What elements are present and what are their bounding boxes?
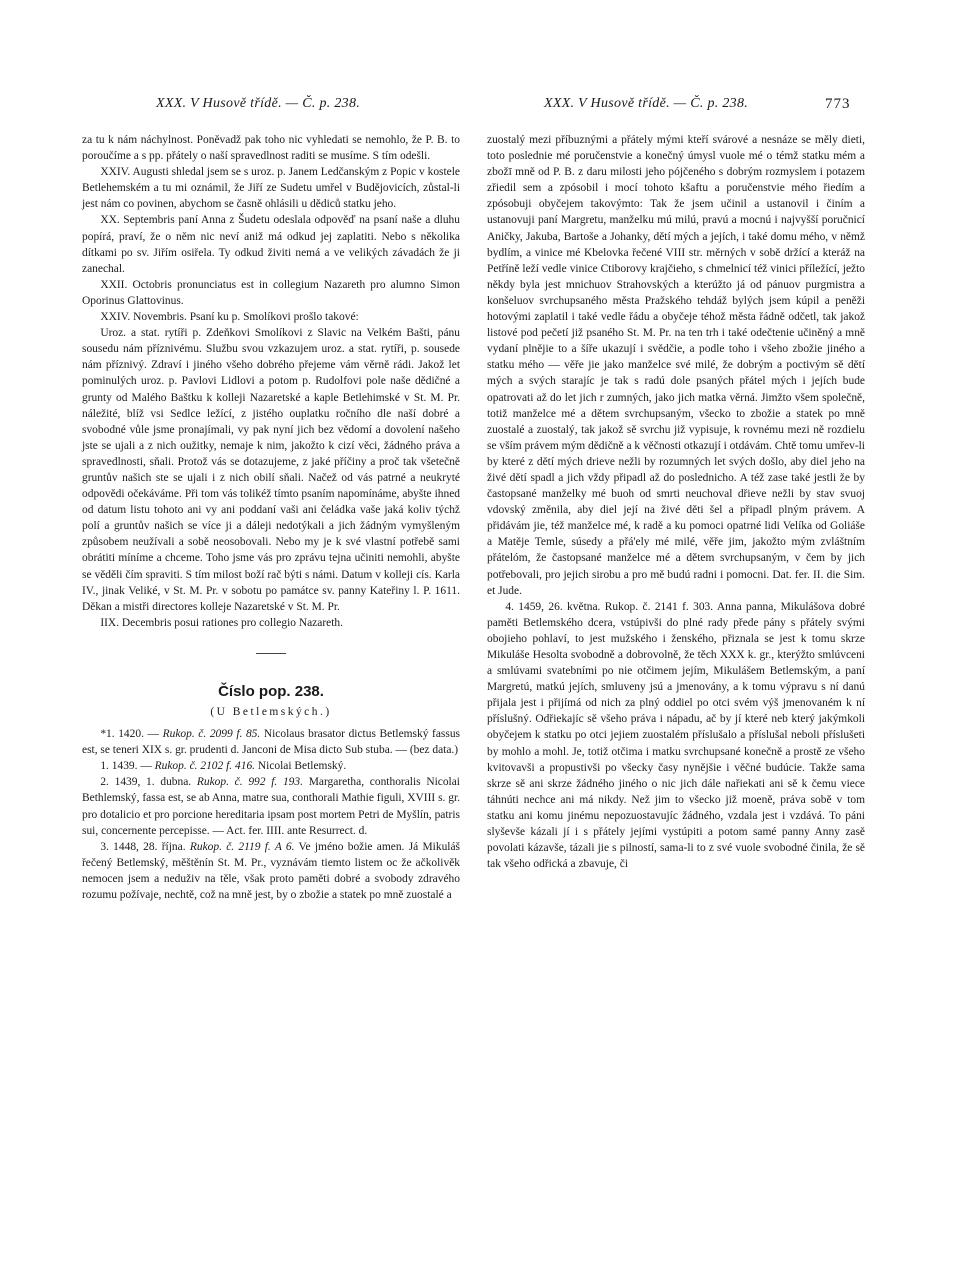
paragraph: XXIV. Novembris. Psaní ku p. Smolíkovi prošlo takové: xyxy=(100,311,359,324)
entry xyxy=(82,726,460,758)
running-head-left: XXX. V Husově třídě. — Č. p. 238. xyxy=(156,96,361,111)
left-column xyxy=(82,132,460,903)
paragraph: Uroz. a stat. rytíři p. Zdeňkovi Smolíkovi z Slavic na Velkém Bašti, pánu sousedu nám příznivému. Službu svou vzkazujem uroz. a stat. rytíři, p. sousede nám příznivý. Zdraví i jiného všeho dobrého přejeme vám věrně rádi. Jakož let pominulých uroz. p. Pavlovi Lidlovi a potom p. Rudolfovi pole naše dědičné a grunty od Malého Baštku k kolleji Nazaretské a kaple Betlehimské v St. M. Pr. náležité, blíž vsi Sedlce ležící, z jistého ouplatku ročního dle naší dobré a svobodné vůle jsme pronajímali, vy pak nyní jich bez vědomí a dovolení našeho jste se ujali a z nich oužitky, nemaje k nim, jakožto k cizí věci, žádného práva a spravedlnosti, sňali. Protož vás se dotazujeme, z jaké příčiny a proč tak všetečně gruntův našich ste se ujali i z nich obilí sňali. Načež od vás patrné a neukryté odpovědi očekáváme. Při tom vás tolikéž tímto psaním napomínáme, abyšte ihned od datum listu tohoto ani vy ani poddaní vaši ani čeládka vaše jaká koliv týchž polí a gruntův našich se více ji a dáleji nedotýkali a jich žádným vymyšleným způsobem neužívali a sobě neosobovali. Nebo my je k své vlastní potřebě sami obrátiti míníme a chceme. Toho jsme vás pro zprávu tejna učiniti nemohli, abyšte se věděli čím spraviti. S tím milost boží rač býti s námi. Datum v kolleji cís. Karla IV., jinak Veliké, v St. M. Pr. v sobotu po památce sv. panny Kateřiny l. P. 1611. Děkan a mistři directores kolleje Nazaretské v St. M. Pr. xyxy=(82,327,460,613)
paragraph: IIX. Decembris posui rationes pro collegio Nazareth. xyxy=(100,616,343,629)
entry-lead: *1. 1420. — xyxy=(100,728,163,741)
paragraph: XX. Septembris paní Anna z Šudetu odeslala odpověď na psaní naše a dluhu popírá, praví, že o něm nic neví aniž má odkud jej zaplatiti. Nebo s několika dítkami po sv. Jiřím osiřela. Ty odkud živiti nemá a ve velikých závadách že ji zanechal. xyxy=(82,214,460,275)
entry-source: Rukop. č. 992 f. 193. xyxy=(196,776,303,789)
entry-text: Ve jméno božie amen. Já Mikuláš řečený Betlemský, měštěnín St. M. Pr., vyznávám tiemto listem oc že ačkolivěk nemocen jsem a neduživ na těle, však proto paměti dobré a svobody zdravého rozumu požívaje, nechtě, což na mně jest, by o zbožie a statek po mně zuostalé a xyxy=(82,840,460,902)
paragraph: zuostalý mezi příbuznými a přátely mými kteří svárové a nesnáze se měly dieti, toto poslednie mé poručenstvie a konečný úmysl vuole mé o témž statku mém a zbožī mně od P. B. z daru milosti jeho pójčeného s dobrým rozmyslem i potazem zřiedil sem a zpósobil i mocí tohoto kšaftu a poručenstvie mého řiedím a zpósobuji obyčejem takovýmto: Tak že jsem učinil a ustanovil i činím a ustanovuji paní Margretu, manželku mú milú, pravú a mocnú i najvyšší poručnicí Aničky, Jakuba, Bartoše a Johanky, dětí mých a jejích, i také domu mého, v němž bydlím, a vinice mé Kbelovka řečené VIII str. měrných v sobě držící a kteráž na Petříně leží vedle vinice Ctiborovy krajčieho, s chmelnicí též vinici příležící, ježto někdy byla jest mnichuov Strahovských a kterúžto já od pánuov purgmistra a konšeluov svrchupsaného města Pražského tehdáž bylých jsem kúpil a peněži hotovými zaplatil i také vedle řádu a obyčeje téhož města řádně odčetl, tak jakož listové pod pečetí již psaného St. M. Pr. na ten trh i také odečtenie učiněný a mně vydaní plnějie to a šíře ukazují i svědčie, a podle toho i všeho zbožie jiného a statku mého — věře jie jako manželce své milé, že dobrým a poctivým sě dětí mých a svých starajíc je tak s radú dole psaných přátel mých i jejích bude opatrovati až do let jich r zumných, jako jich matka věrná. Jimžto všem společně, totiž manželce mé a dětem svrchupsaným, všecko to zbožie a statek po mně zuostalé a zuostalý, tak jakož sě svrchu již vypisuje, k rovnému mezi ně rozdielu se vším právem mým dědičně a k věčnosti otkazují i otdávám. Chtě tomu umřev-li by které z dětí mých drieve nežli by rozumných let svých došlo, aby diel jeho na živé dětí spadl a jich vždy připadl až do poslednicho. A též zase také jestli že by častopsané manželky mé buoh od smrti neuchoval dřieve nežli by stav svuoj vdovský změnila, aby diel její na živé děti šel a připadl plným právem. A přidávám jie, též manželce mé, k radě a ku pomoci opatrné lidi Velíka od Goliáše a Matěje Temle, súsedy a přá'ely mé milé, věře jim, jakožto mým zvláštním přátelóm, že častopsané manželce mé a dětem svrchupsaným, v čem by jich potřebovali, pro jejich sirobu a pro mě budú radni i pomocni. Dat. fer. II. die Sim. et Jude. xyxy=(487,134,865,597)
entry-text: Nicolai Betlemský. xyxy=(255,760,347,773)
section-title: Číslo pop. 238. xyxy=(218,682,324,700)
entry xyxy=(82,839,460,903)
entry-source: Rukop. č. 2099 f. 85. xyxy=(162,728,261,741)
running-head xyxy=(150,96,830,116)
paragraph: za tu k nám náchylnost. Poněvadž pak toho nic vyhledati se nemohlo, že P. B. to poroučíme a s pp. přátely o naší spravedlnost raditi se musíme. S tím odešli. xyxy=(82,134,460,163)
entry-text: Margaretha, conthoralis Nicolai Bethlemský, fassa est, se ab Anna, matre sua, conthorali Mathie figuli, XVIII s. gr. pro dotalicio et pro porcione hereditaria ipsam post mortem Petri de Myšlín, patris sui, concernente percepisse. — Act. fer. IIII. ante Resurrect. d. xyxy=(82,776,460,837)
section-subtitle: (U Betlemských.) xyxy=(210,706,332,718)
right-column xyxy=(487,132,865,872)
running-head-right: XXX. V Husově třídě. — Č. p. 238. xyxy=(544,96,749,111)
entry-lead: 3. 1448, 28. října. xyxy=(100,840,190,853)
page-number: 773 xyxy=(825,96,851,112)
entry-text: Nicolaus brasator dictus Betlemský fassus est, se teneri XIX s. gr. prudenti d. Janconi de Misa dicto Sub stuba. — (bez data.) xyxy=(82,728,460,757)
entry-lead: 1. 1439. — xyxy=(100,760,155,773)
entry-source: Rukop. č. 2102 f. 416. xyxy=(154,760,256,773)
section-divider xyxy=(256,653,286,654)
paragraph: 4. 1459, 26. května. Rukop. č. 2141 f. 303. Anna panna, Mikulášova dobré paměti Betlemského dcera, vstúpivši do plné rady přede pány s přátely svými obojieho pohlaví, to jest mužského i ženského, přiznala se jest k tomu skrze Mikuláše Hesolta svobodně a dobrovolně, že těch XXX k. gr., kterýžto smlúvceni a smlúvami svatebními po nie otčimem jejím, Mikulášem Betlemským, a paní Margretú, matkú jejích, smluveny jsú a jmenovány, a k tomu výpravu s ní danú přijala jest i přijímá od nich za plný oddiel po otci svém výš jmenovaném k ní příslušný. Odřiekajíc sě všeho práva i nápadu, ač by jí které neb který jakýmkoli obyčejem k statku po otci jejiem zuostalém příslušalo a příslušal neboli příslušeti by mohlo a mohl. Je, totiž otčima i matku svrchupsané konečně a prostě ze všeho kvitovavši a propustivši po všecky časy nynějšie i věčné budúcie. Takže sama skrze sě ani skrze žádného jiného o nic jich dále nařiekati ani sě k čemu viece táhnúti nechce ani má nikdy. Než jim to všecko již moeně, práva sobě v tom statku ani komu jinému nepozuostavujíc žádného, vzdala jest i vzdává. To páni slyševše kázali jí i s přátely jejími vystúpiti a potom samé panny Anny zasě povolati kázavše, tázali jie s pilností, sama-li to z své vuole svobodné činila, že sě tak všeho odřická a zbavuje, či xyxy=(487,600,865,871)
paragraph: XXII. Octobris pronunciatus est in collegium Nazareth pro alumno Simon Oporinus Glattovinus. xyxy=(82,278,460,307)
paragraph: XXIV. Augusti shledal jsem se s uroz. p. Janem Ledčanským z Popic v kostele Betlehemském a tu mi oznámil, že Jiří ze Sudetu umřel v Budějovicích, zůstal-li jest nám co povinen, abychom se časně ohlásili u dědiců statku jeho. xyxy=(82,166,460,211)
entry xyxy=(82,774,460,838)
entry-lead: 2. 1439, 1. dubna. xyxy=(100,776,197,789)
entry-source: Rukop. č. 2119 f. A 6. xyxy=(189,840,295,853)
entry xyxy=(82,758,460,774)
